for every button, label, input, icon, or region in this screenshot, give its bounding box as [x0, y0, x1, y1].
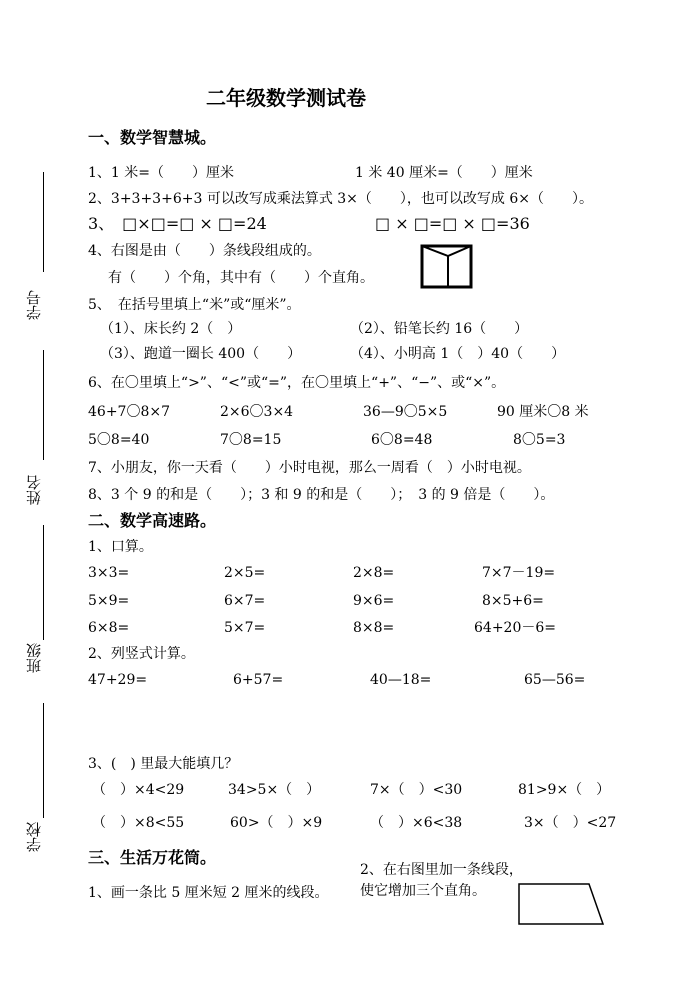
- oral-calc-item: 6×8=: [88, 620, 130, 636]
- oral-calc-item: 2×8=: [353, 565, 395, 581]
- q7-text: 7、小朋友，你一天看（ ）小时电视，那么一周看（ ）小时电视。: [88, 460, 531, 476]
- q6-row1-item: 36—9〇5×5: [363, 404, 448, 420]
- oral-calc-item: 2×5=: [224, 565, 266, 581]
- q5-text: 5、 在括号里填上“米”或“厘米”。: [88, 297, 301, 313]
- q6-row1-item: 90 厘米〇8 米: [497, 404, 589, 420]
- s2-q1-text: 1、口算。: [88, 539, 153, 555]
- q1-part-a: 1、1 米=（ ）厘米: [88, 165, 234, 181]
- vertical-calc-item: 40—18=: [370, 672, 432, 688]
- fill-max-item: 7×（ ）<30: [370, 782, 463, 798]
- vertical-calc-item: 47+29=: [88, 672, 148, 688]
- q5-item-4: （4）、小明高 1（ ）40（ ）: [350, 346, 566, 362]
- margin-line-1: [43, 172, 44, 272]
- q3-part-b: □ × □=□ × □=36: [375, 214, 530, 233]
- margin-line-4: [43, 703, 44, 818]
- oral-calc-item: 3×3=: [88, 565, 130, 581]
- fill-max-item: 34>5×（ ）: [228, 782, 321, 798]
- q2-text: 2、3+3+3+6+3 可以改写成乘法算式 3×（ ），也可以改写成 6×（ ）。: [88, 191, 593, 207]
- section-3-heading: 三、生活万花筒。: [88, 848, 217, 867]
- page-title: 二年级数学测试卷: [206, 86, 366, 110]
- q6-row2-item: 5〇8=40: [88, 432, 150, 448]
- oral-calc-item: 7×7－19=: [482, 565, 556, 581]
- q6-row1-item: 2×6〇3×4: [220, 404, 294, 420]
- trapezoid-figure: [515, 880, 607, 928]
- vertical-calc-item: 6+57=: [233, 672, 284, 688]
- oral-calc-item: 8×8=: [353, 620, 395, 636]
- section-1-heading: 一、数学智慧城。: [88, 128, 217, 147]
- q6-row1-item: 46+7〇8×7: [88, 404, 170, 420]
- q5-item-1: （1）、床长约 2（ ）: [100, 321, 242, 337]
- s2-q2-text: 2、列竖式计算。: [88, 646, 195, 662]
- q4-line-2: 有（ ）个角，其中有（ ）个直角。: [108, 270, 374, 286]
- s3-q1-text: 1、画一条比 5 厘米短 2 厘米的线段。: [88, 885, 329, 901]
- margin-line-2: [43, 350, 44, 460]
- q5-item-2: （2）、铅笔长约 16（ ）: [350, 321, 529, 337]
- s3-q2-line-1: 2、在右图里加一条线段，: [360, 862, 523, 878]
- fill-max-item: （ ）×4<29: [92, 782, 185, 798]
- s3-q2-line-2: 使它增加三个直角。: [360, 883, 486, 899]
- fill-max-item: 81>9×（ ）: [518, 782, 611, 798]
- q4-box-figure: [420, 244, 474, 290]
- oral-calc-item: 9×6=: [353, 593, 395, 609]
- q3-part-a: 3、 □×□=□ × □=24: [88, 214, 267, 233]
- oral-calc-item: 64+20－6=: [474, 620, 556, 636]
- label-xuexiao: 学校: [25, 822, 43, 852]
- fill-max-item: （ ）×6<38: [370, 815, 463, 831]
- oral-calc-item: 6×7=: [224, 593, 266, 609]
- q6-row2-item: 6〇8=48: [371, 432, 433, 448]
- q8-text: 8、3 个 9 的和是（ ）；3 和 9 的和是（ ）； 3 的 9 倍是（ ）。: [88, 487, 555, 503]
- box-outer: [422, 246, 471, 287]
- q6-row2-item: 7〇8=15: [220, 432, 282, 448]
- fill-max-item: （ ）×8<55: [92, 815, 185, 831]
- label-xuehao: 学号: [25, 290, 43, 320]
- q1-part-b: 1 米 40 厘米=（ ）厘米: [355, 165, 533, 181]
- trapezoid-shape: [519, 884, 603, 924]
- label-xingming: 姓名: [25, 475, 43, 505]
- q6-row2-item: 8〇5=3: [513, 432, 566, 448]
- vertical-calc-item: 65—56=: [524, 672, 586, 688]
- label-banji: 班级: [25, 643, 43, 673]
- oral-calc-item: 5×7=: [224, 620, 266, 636]
- margin-line-3: [43, 525, 44, 640]
- section-2-heading: 二、数学高速路。: [88, 511, 217, 530]
- oral-calc-item: 5×9=: [88, 593, 130, 609]
- fill-max-item: 60>（ ）×9: [230, 815, 323, 831]
- s2-q3-text: 3、( ) 里最大能填几？: [88, 756, 239, 772]
- oral-calc-item: 8×5+6=: [482, 593, 544, 609]
- q5-item-3: （3）、跑道一圈长 400（ ）: [100, 346, 302, 362]
- q6-text: 6、在〇里填上“>”、“<”或“=”，在〇里填上“+”、“−”、或“×”。: [88, 375, 506, 391]
- q4-line-1: 4、右图是由（ ）条线段组成的。: [88, 243, 321, 259]
- fill-max-item: 3×（ ）<27: [524, 815, 617, 831]
